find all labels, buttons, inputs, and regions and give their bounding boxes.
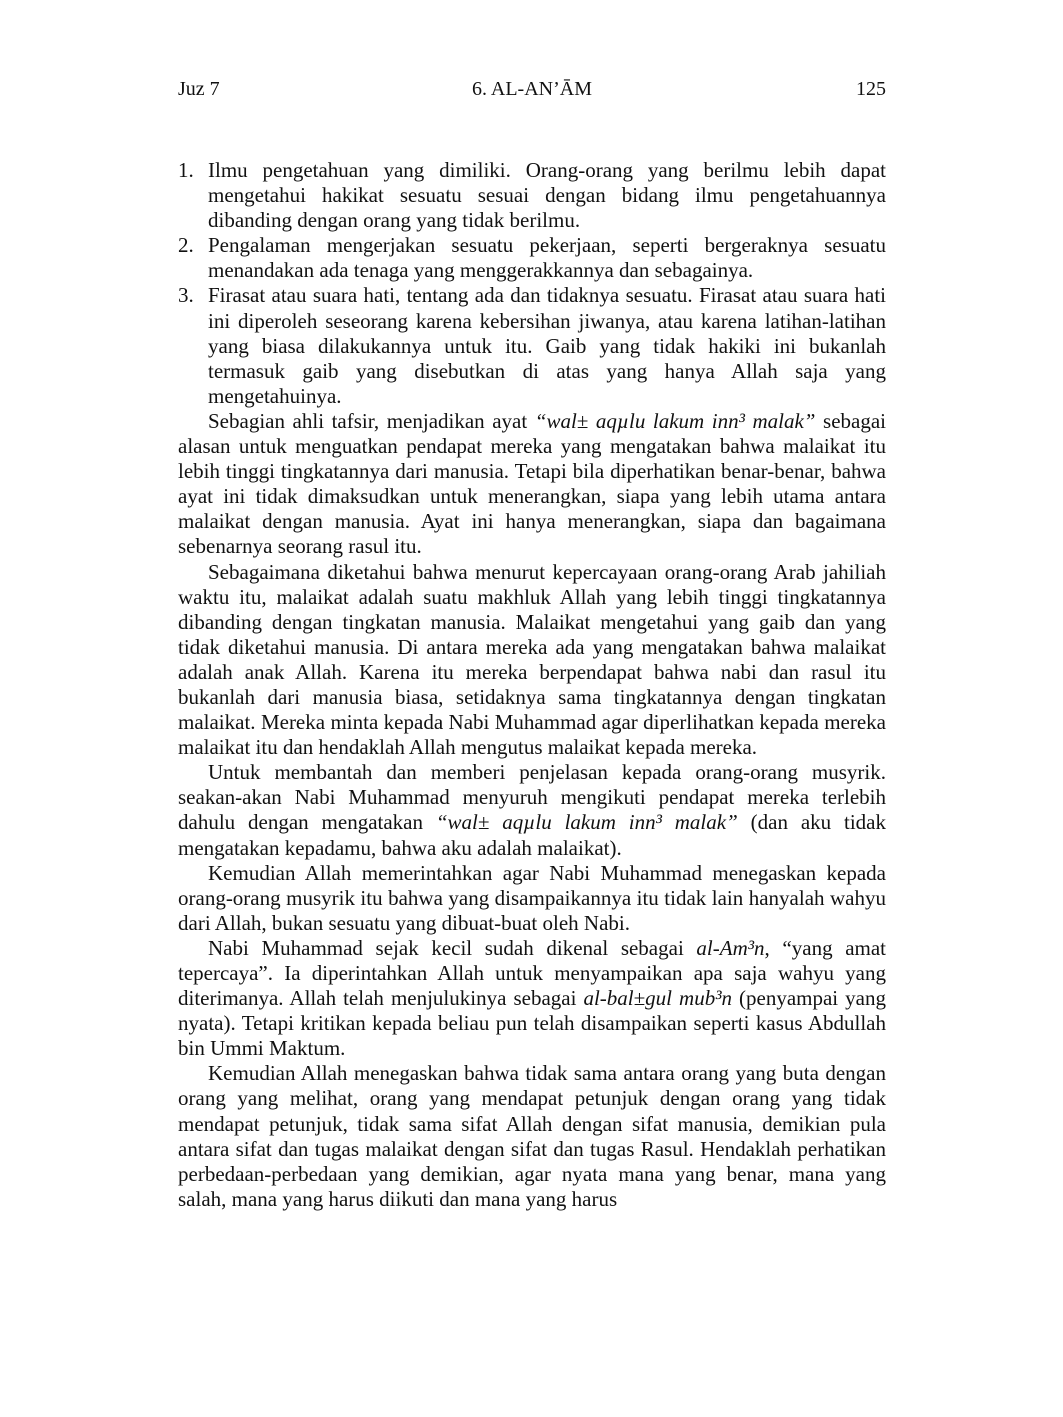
verse-transliteration: “wal± aqµlu lakum inn³ malak” [435,810,738,835]
paragraph-text: (dan aku tidak mengatakan kepadamu, bahwa aku adalah malaikat). [178,810,886,860]
list-item-text: Pengalaman mengerjakan sesuatu pekerjaan, seperti bergeraknya sesuatu menandakan ada tenaga yang menggerakkannya dan sebagainya. [208,233,886,283]
paragraph [178,936,886,1061]
arabic-title-term: al-bal±gul mub³n [583,986,732,1011]
paragraph-text: Sebagian ahli tafsir, menjadikan ayat [208,408,535,433]
list-item [178,158,886,233]
chapter-title: 6. AL-AN’ĀM [472,78,592,100]
paragraph-text: Kemudian Allah menegaskan bahwa tidak sama antara orang yang buta dengan orang yang melihat, orang yang mendapat petunjuk dengan orang yang tidak mendapat petunjuk, tidak sama sifat Allah dengan sifat manusia, demikian pula antara sifat dan tugas malaikat dengan sifat dan tugas Rasul. Hendaklah perhatikan perbedaan-perbedaan yang demikian, agar nyata mana yang benar, mana yang salah, mana yang harus diikuti dan mana yang harus [178,1061,886,1211]
paragraph-text: sebagai alasan untuk menguatkan pendapat mereka yang mengatakan bahwa malaikat itu lebih tinggi tingkatannya dari manusia. Tetapi bila diperhatikan benar-benar, bahwa ayat ini tidak dimaksudkan untuk menerangkan, siapa yang lebih utama antara malaikat dengan manusia. Ayat ini hanya menerangkan, siapa dan bagaimana sebenarnya seorang rasul itu. [178,408,886,559]
paragraph [178,560,886,761]
list-item [178,283,886,408]
paragraph-text: Kemudian Allah memerintahkan agar Nabi Muhammad menegaskan kepada orang-orang musyrik itu bahwa yang disampaikannya itu tidak lain hanyalah wahyu dari Allah, bukan sesuatu yang dibuat-buat oleh Nabi. [178,860,886,935]
paragraph [178,409,886,560]
numbered-list [178,158,886,409]
paragraph [178,861,886,936]
list-item [178,233,886,283]
verse-transliteration: “wal± aqµlu lakum inn³ malak” [534,408,816,433]
page-body [178,158,886,1212]
paragraph-text: Nabi Muhammad sejak kecil sudah dikenal sebagai [208,935,697,960]
arabic-title-term: al-Am³n [696,935,765,960]
paragraph [178,760,886,860]
list-item-text: Ilmu pengetahuan yang dimiliki. Orang-orang yang berilmu lebih dapat mengetahui hakikat sesuatu sesuai dengan bidang ilmu pengetahuannya dibanding dengan orang yang tidak berilmu. [208,158,886,233]
paragraph-text: Untuk membantah dan memberi penjelasan kepada orang-orang musyrik. seakan-akan Nabi Muhammad menyuruh mengikuti pendapat mereka terlebih dahulu dengan mengatakan [178,760,886,835]
list-item-number: 1. [178,158,194,182]
list-item-text: Firasat atau suara hati, tentang ada dan tidaknya sesuatu. Firasat atau suara hati ini diperoleh seseorang karena kebersihan jiwanya, atau karena latihan-latihan yang biasa dilakukannya untuk itu. Gaib yang tidak hakiki ini bukanlah termasuk gaib yang disebutkan di atas yang hanya Allah saja yang mengetahuinya. [208,283,886,408]
paragraph-text: Sebagaimana diketahui bahwa menurut kepercayaan orang-orang Arab jahiliah waktu itu, malaikat adalah suatu makhluk Allah yang lebih tinggi tingkatannya dibanding dengan tingkatan manusia. Malaikat mengetahui yang gaib dan yang tidak diketahui manusia. Di antara mereka ada yang mengatakan bahwa malaikat adalah anak Allah. Karena itu mereka berpendapat bahwa nabi dan rasul itu bukanlah dari manusia biasa, setidaknya sama tingkatannya dengan tingkatan malaikat. Mereka minta kepada Nabi Muhammad agar diperlihatkan kepada mereka malaikat itu dan hendaklah Allah mengutus malaikat kepada mereka. [178,559,886,760]
book-page [178,0,886,1417]
page-number: 125 [856,78,886,100]
juz-label: Juz 7 [178,78,220,100]
paragraph [178,1061,886,1212]
list-item-number: 3. [178,283,194,308]
paragraph-text: , “yang amat tepercaya”. Ia diperintahkan Allah untuk menyampaikan apa saja wahyu yang diterimanya. Allah telah menjulukinya sebagai [178,935,886,1011]
paragraph-text: (penyampai yang nyata). Tetapi kritikan kepada beliau pun telah disampaikan seperti kasus Abdullah bin Ummi Maktum. [178,986,886,1061]
running-header [178,74,886,104]
list-item-number: 2. [178,233,194,258]
